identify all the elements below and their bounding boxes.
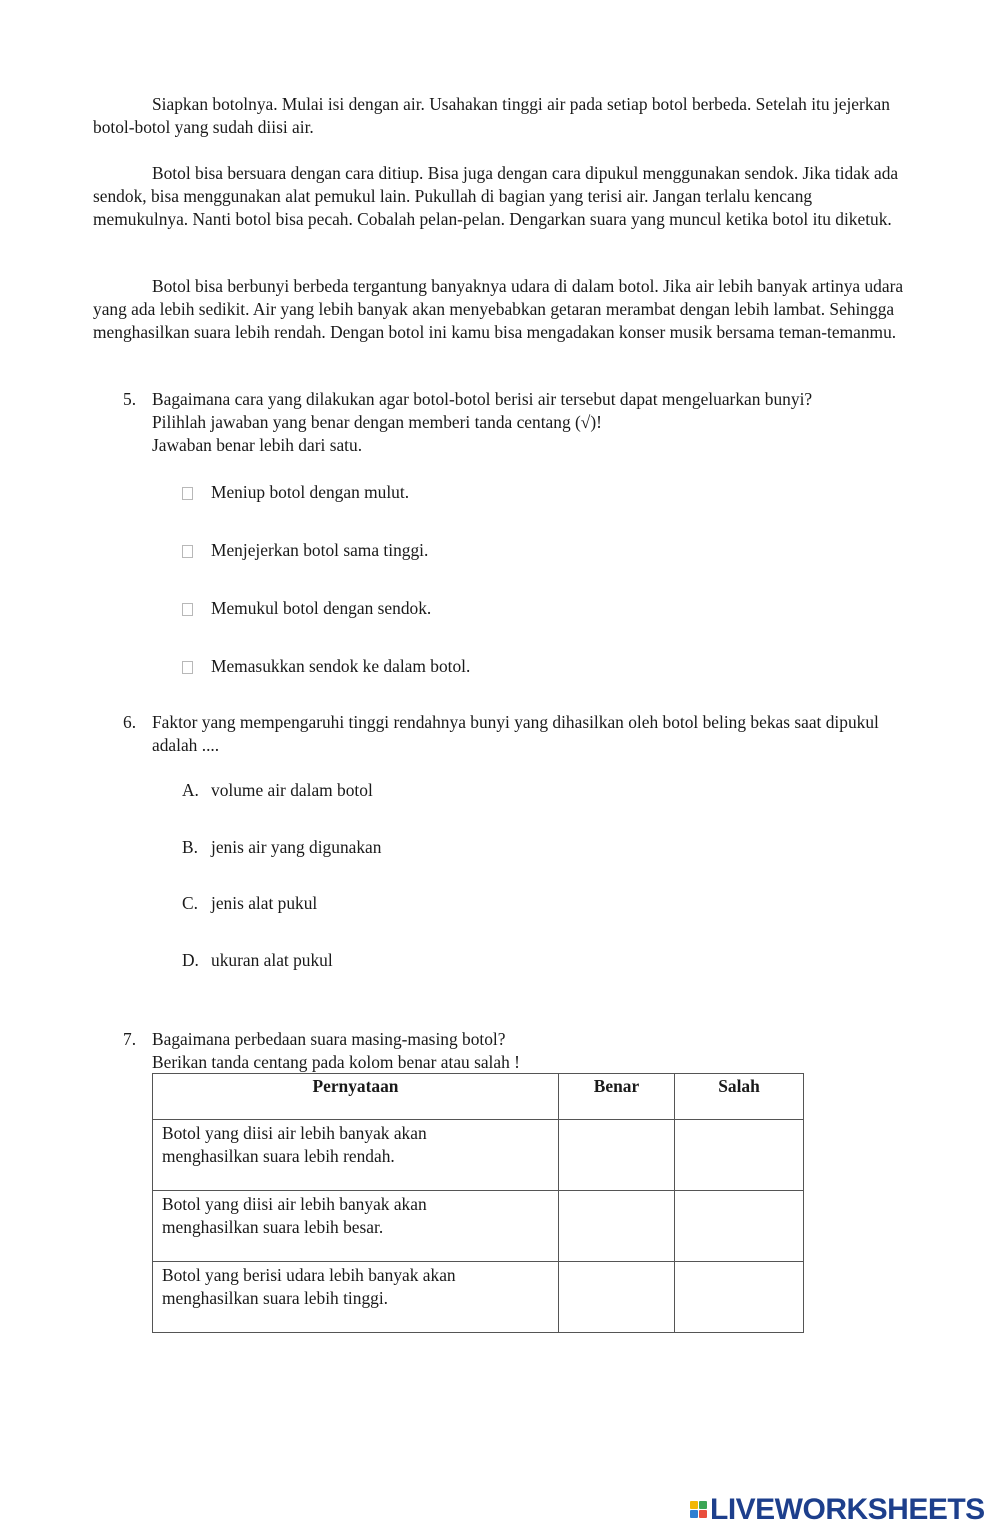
- statement-table: [152, 1073, 804, 1333]
- table-row: [153, 1262, 804, 1333]
- question-5-text: Bagaimana cara yang dilakukan agar botol-botol berisi air tersebut dapat mengeluarkan bunyi?: [152, 389, 813, 409]
- q5-option-3[interactable]: [182, 597, 431, 620]
- question-5-number: 5.: [123, 389, 137, 409]
- q6-option-letter: D.: [182, 950, 199, 970]
- header-pernyataan: Pernyataan: [153, 1074, 559, 1120]
- question-5-instruction: Pilihlah jawaban yang benar dengan memberi tanda centang (√)!: [152, 412, 602, 432]
- q5-option-label: Menjejerkan botol sama tinggi.: [211, 540, 429, 560]
- liveworksheets-logo: [690, 1492, 985, 1526]
- q6-option-label: volume air dalam botol: [211, 780, 373, 800]
- checkbox-icon[interactable]: [182, 603, 193, 616]
- statement-cell: [153, 1120, 559, 1191]
- q5-option-label: Meniup botol dengan mulut.: [211, 482, 410, 502]
- statement-line: Botol yang diisi air lebih banyak akan: [162, 1194, 427, 1214]
- question-5: [152, 388, 912, 457]
- reading-paragraph-2: Botol bisa bersuara dengan cara ditiup. Bisa juga dengan cara dipukul menggunakan sendok. Jika tidak ada sendok, bisa menggunakan alat pemukul lain. Pukullah di bagian yang terisi air. Jangan terlalu kencang memukulnya. Nanti botol bisa pecah. Cobalah pelan-pelan. Dengarkan suara yang muncul ketika botol itu diketuk.: [93, 163, 899, 229]
- q6-option-d[interactable]: [182, 949, 333, 972]
- reading-paragraph-3: Botol bisa berbunyi berbeda tergantung banyaknya udara di dalam botol. Jika air lebih banyak artinya udara yang ada lebih sedikit. Air yang lebih banyak akan menyebabkan getaran merambat dengan lebih lambat. Sehingga menghasilkan suara lebih rendah. Dengan botol ini kamu bisa mengadakan konser musik bersama teman-temanmu.: [93, 276, 904, 342]
- q6-option-label: jenis alat pukul: [211, 893, 318, 913]
- checkbox-icon[interactable]: [182, 661, 193, 674]
- logo-text: LIVEWORKSHEETS: [710, 1492, 985, 1526]
- statement-line: menghasilkan suara lebih tinggi.: [162, 1288, 389, 1308]
- checkbox-icon[interactable]: [182, 545, 193, 558]
- statement-line: Botol yang berisi udara lebih banyak akan: [162, 1265, 456, 1285]
- q5-option-1[interactable]: [182, 481, 409, 504]
- question-7-instruction: Berikan tanda centang pada kolom benar atau salah !: [152, 1052, 520, 1072]
- q6-option-b[interactable]: [182, 836, 381, 859]
- benar-cell[interactable]: [559, 1120, 675, 1191]
- logo-mark-icon: [690, 1501, 707, 1518]
- question-7-number: 7.: [123, 1029, 137, 1049]
- salah-cell[interactable]: [675, 1120, 804, 1191]
- logo-square: [690, 1510, 698, 1518]
- q6-option-letter: C.: [182, 893, 198, 913]
- benar-cell[interactable]: [559, 1191, 675, 1262]
- header-salah: Salah: [675, 1074, 804, 1120]
- question-6-number: 6.: [123, 712, 137, 732]
- question-7-text: Bagaimana perbedaan suara masing-masing botol?: [152, 1029, 506, 1049]
- q6-option-c[interactable]: [182, 892, 317, 915]
- benar-cell[interactable]: [559, 1262, 675, 1333]
- q6-option-letter: B.: [182, 837, 198, 857]
- q6-option-label: jenis air yang digunakan: [211, 837, 382, 857]
- question-6-text: Faktor yang mempengaruhi tinggi rendahnya bunyi yang dihasilkan oleh botol beling bekas saat dipukul adalah ....: [152, 712, 879, 755]
- question-7: [152, 1028, 912, 1074]
- salah-cell[interactable]: [675, 1191, 804, 1262]
- statement-line: Botol yang diisi air lebih banyak akan: [162, 1123, 427, 1143]
- reading-paragraph-1: Siapkan botolnya. Mulai isi dengan air. Usahakan tinggi air pada setiap botol berbeda. Setelah itu jejerkan botol-botol yang sudah diisi air.: [93, 94, 890, 137]
- logo-square: [699, 1501, 707, 1509]
- header-benar: Benar: [559, 1074, 675, 1120]
- q5-option-4[interactable]: [182, 655, 470, 678]
- salah-cell[interactable]: [675, 1262, 804, 1333]
- table-row: [153, 1191, 804, 1262]
- logo-square: [699, 1510, 707, 1518]
- statement-line: menghasilkan suara lebih rendah.: [162, 1146, 395, 1166]
- q5-option-label: Memukul botol dengan sendok.: [211, 598, 432, 618]
- table-row: [153, 1120, 804, 1191]
- statement-cell: [153, 1191, 559, 1262]
- statement-cell: [153, 1262, 559, 1333]
- logo-square: [690, 1501, 698, 1509]
- q5-option-label: Memasukkan sendok ke dalam botol.: [211, 656, 471, 676]
- q6-option-label: ukuran alat pukul: [211, 950, 333, 970]
- q5-option-2[interactable]: [182, 539, 428, 562]
- table-header-row: [153, 1074, 804, 1120]
- q6-option-a[interactable]: [182, 779, 373, 802]
- checkbox-icon[interactable]: [182, 487, 193, 500]
- statement-line: menghasilkan suara lebih besar.: [162, 1217, 384, 1237]
- question-5-note: Jawaban benar lebih dari satu.: [152, 435, 363, 455]
- q6-option-letter: A.: [182, 780, 199, 800]
